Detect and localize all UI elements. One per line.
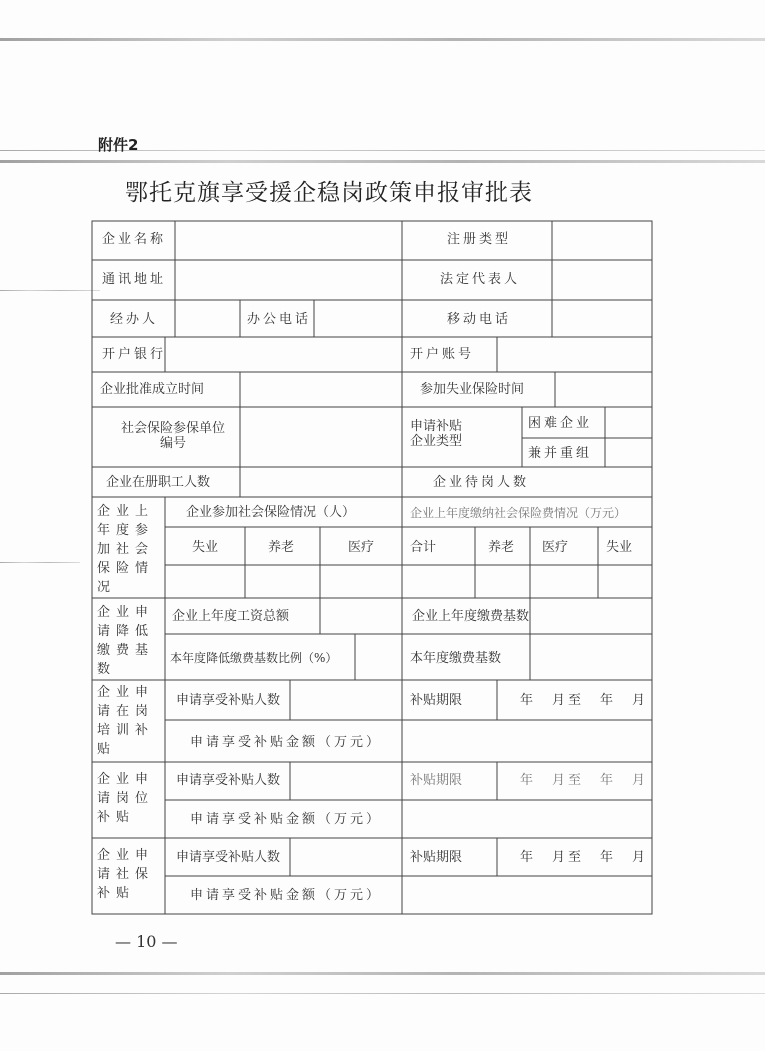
- label-subsidy-count-social: 申请享受补贴人数: [176, 850, 281, 865]
- label-company-name: 企业名称: [102, 232, 167, 247]
- label-subsidy-period-training: 补贴期限: [410, 693, 463, 708]
- label-last-year-base: 企业上年度缴费基数: [412, 609, 530, 624]
- label-this-year-base: 本年度缴费基数: [410, 651, 502, 666]
- label-reduce-base-apply: 企业申请降低缴费基数: [97, 605, 155, 677]
- label-merger: 兼并重组: [528, 446, 593, 461]
- label-subsidy-amount-training: 申请享受补贴金额（万元）: [190, 735, 383, 750]
- col-pension-paid: 养老: [488, 540, 515, 555]
- col-unemployment-paid: 失业: [606, 540, 633, 555]
- label-waiting-workers: 企业待岗人数: [433, 475, 530, 490]
- label-account-no: 开户账号: [410, 347, 475, 362]
- label-subsidy-count-training: 申请享受补贴人数: [176, 693, 281, 708]
- header-payment: 企业上年度缴纳社会保险费情况（万元）: [410, 506, 627, 520]
- label-difficult-company: 困难企业: [528, 416, 593, 431]
- label-social-insurance-no: 社会保险参保单位编号: [120, 421, 225, 451]
- form-title: 鄂托克旗享受援企稳岗政策申报审批表: [125, 180, 533, 206]
- label-mobile-phone: 移动电话: [447, 312, 512, 327]
- label-social-subsidy: 企业申请社保补贴: [97, 848, 155, 901]
- page-number: — 10 —: [115, 932, 178, 951]
- label-office-phone: 办公电话: [247, 312, 312, 327]
- col-medical: 医疗: [348, 540, 375, 555]
- attachment-label: 附件2: [98, 136, 139, 154]
- period-format-social: 年 月至 年 月: [520, 850, 649, 865]
- label-job-subsidy: 企业申请岗位补贴: [97, 772, 155, 825]
- label-last-year-social-insurance: 企业上年度参加社会保险情况: [97, 504, 155, 595]
- label-address: 通讯地址: [102, 272, 167, 287]
- label-subsidy-period-job: 补贴期限: [410, 773, 463, 788]
- col-unemployment: 失业: [192, 540, 219, 555]
- label-bank: 开户银行: [102, 347, 167, 362]
- label-established-time: 企业批准成立时间: [100, 382, 205, 397]
- col-medical-paid: 医疗: [542, 540, 569, 555]
- label-unemployment-insurance-time: 参加失业保险时间: [420, 382, 525, 397]
- label-reduce-ratio: 本年度降低缴费基数比例（%）: [170, 651, 338, 665]
- label-subsidy-count-job: 申请享受补贴人数: [176, 773, 281, 788]
- label-subsidy-amount-social: 申请享受补贴金额（万元）: [190, 888, 383, 903]
- col-pension: 养老: [268, 540, 295, 555]
- col-total: 合计: [410, 540, 437, 555]
- label-legal-rep: 法定代表人: [440, 272, 521, 287]
- label-last-year-wage-total: 企业上年度工资总额: [172, 609, 290, 624]
- label-registered-workers: 企业在册职工人数: [106, 475, 211, 490]
- label-subsidy-company-type: 申请补贴企业类型: [410, 419, 463, 449]
- period-format-training: 年 月至 年 月: [520, 693, 649, 708]
- label-registration-type: 注册类型: [447, 232, 512, 247]
- label-handler: 经办人: [110, 312, 159, 327]
- label-subsidy-amount-job: 申请享受补贴金额（万元）: [190, 812, 383, 827]
- header-participation: 企业参加社会保险情况（人）: [186, 505, 356, 520]
- period-format-job: 年 月至 年 月: [520, 773, 649, 788]
- label-training-subsidy: 企业申请在岗培训补贴: [97, 685, 155, 757]
- label-subsidy-period-social: 补贴期限: [410, 850, 463, 865]
